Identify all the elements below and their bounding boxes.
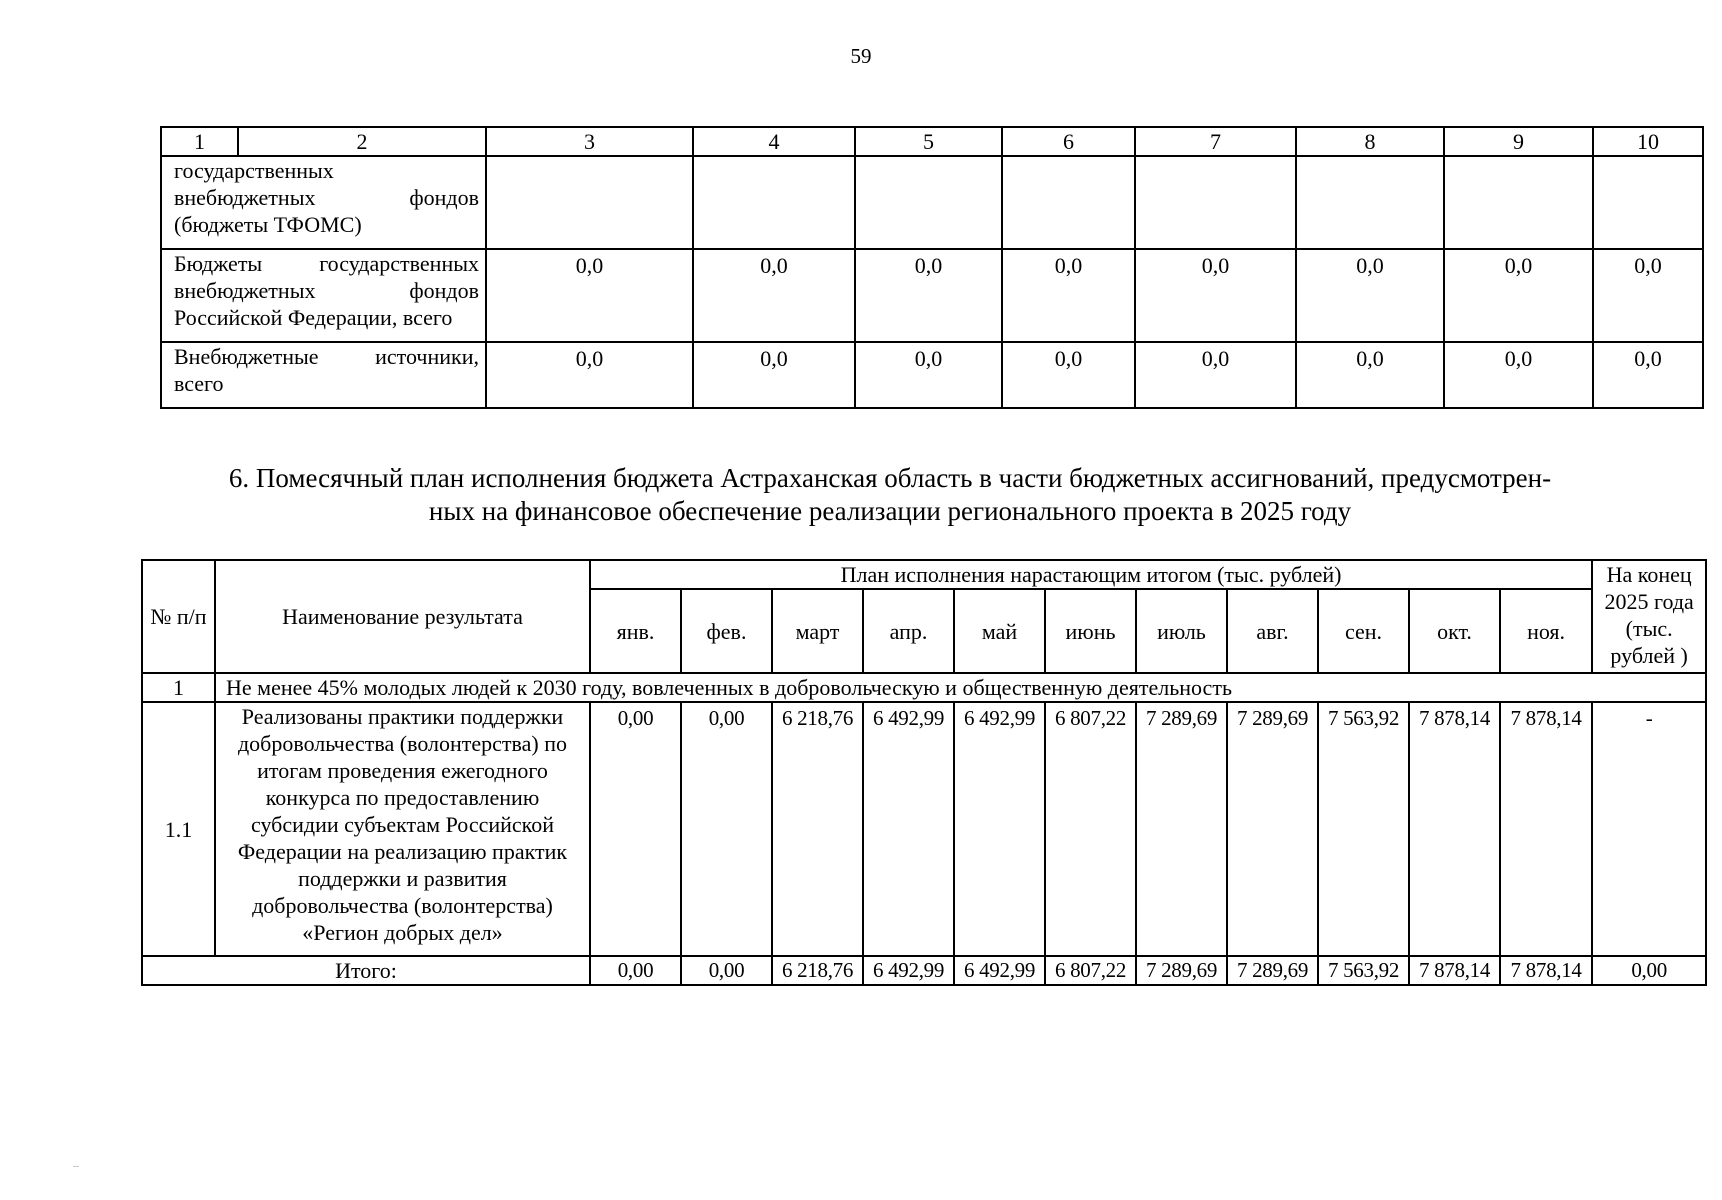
month-value: 7 289,69 (1227, 702, 1318, 956)
month-header: сен. (1318, 589, 1409, 673)
month-header: окт. (1409, 589, 1500, 673)
result-text: Реализованы практики поддержки добровольчества (волонтерства) по итогам проведения ежегодного конкурса по предоставлению субсидии субъектам Российской Федерации на реализацию практик поддержки и развития добровольчества (волонтерства) «Регион добрых дел» (215, 702, 590, 956)
row-label: Внебюджетные источники, всего (161, 342, 486, 408)
column-number: 5 (855, 127, 1002, 156)
month-header: март (772, 589, 863, 673)
total-month-value: 0,00 (681, 956, 772, 985)
cell-value (1002, 156, 1135, 249)
total-year-end-value: 0,00 (1592, 956, 1706, 985)
page-number: 59 (850, 44, 872, 68)
table-row (161, 342, 1703, 408)
total-month-value: 7 878,14 (1500, 956, 1592, 985)
cell-value (1444, 156, 1593, 249)
cell-value: 0,0 (693, 342, 855, 408)
total-label: Итого: (142, 956, 590, 985)
month-header: июль (1136, 589, 1227, 673)
month-header: ноя. (1500, 589, 1592, 673)
cell-value: 0,0 (1444, 249, 1593, 342)
total-row (142, 956, 1706, 985)
header-row (142, 560, 1706, 589)
month-header: авг. (1227, 589, 1318, 673)
cell-value: 0,0 (1593, 249, 1703, 342)
cell-value: 0,0 (1296, 342, 1444, 408)
cell-value: 0,0 (1135, 249, 1296, 342)
column-number: 2 (238, 127, 486, 156)
year-end-value: - (1592, 702, 1706, 956)
column-number: 7 (1135, 127, 1296, 156)
total-month-value: 0,00 (590, 956, 681, 985)
column-number: 1 (161, 127, 238, 156)
result-number: 1.1 (142, 702, 215, 956)
cell-value: 0,0 (1296, 249, 1444, 342)
year-end-header: На конец 2025 года (тыс. рублей ) (1592, 560, 1706, 673)
table-row (161, 249, 1703, 342)
goal-number: 1 (142, 673, 215, 702)
scan-edge-mark (73, 1166, 79, 1167)
month-value: 0,00 (681, 702, 772, 956)
month-value: 6 218,76 (772, 702, 863, 956)
column-number: 9 (1444, 127, 1593, 156)
total-month-value: 6 218,76 (772, 956, 863, 985)
cell-value: 0,0 (1002, 249, 1135, 342)
month-value: 6 492,99 (954, 702, 1045, 956)
cell-value: 0,0 (1135, 342, 1296, 408)
total-month-value: 7 563,92 (1318, 956, 1409, 985)
column-number: 3 (486, 127, 693, 156)
cell-value (855, 156, 1002, 249)
month-value: 0,00 (590, 702, 681, 956)
total-month-value: 7 878,14 (1409, 956, 1500, 985)
cell-value: 0,0 (1444, 342, 1593, 408)
column-number: 4 (693, 127, 855, 156)
result-name-header: Наименование результата (215, 560, 590, 673)
number-header: № п/п (142, 560, 215, 673)
month-value: 7 878,14 (1409, 702, 1500, 956)
column-number: 8 (1296, 127, 1444, 156)
row-label: Бюджеты государственных внебюджетных фондов Российской Федерации, всего (161, 249, 486, 342)
month-value: 7 289,69 (1136, 702, 1227, 956)
month-header: май (954, 589, 1045, 673)
month-header: апр. (863, 589, 954, 673)
cell-value (1135, 156, 1296, 249)
cell-value: 0,0 (486, 249, 693, 342)
month-header: янв. (590, 589, 681, 673)
cell-value (693, 156, 855, 249)
cell-value: 0,0 (693, 249, 855, 342)
total-month-value: 7 289,69 (1227, 956, 1318, 985)
row-label: государственных внебюджетных фондов (бюджеты ТФОМС) (161, 156, 486, 249)
total-month-value: 6 492,99 (954, 956, 1045, 985)
section-title-line: 6. Помесячный план исполнения бюджета Астраханская область в части бюджетных ассигнований, предусмотрен- (228, 463, 1552, 493)
goal-text: Не менее 45% молодых людей к 2030 году, вовлеченных в добровольческую и общественную деятельность (215, 673, 1706, 702)
month-header: июнь (1045, 589, 1136, 673)
month-header: фев. (681, 589, 772, 673)
cell-value: 0,0 (1593, 342, 1703, 408)
total-month-value: 6 807,22 (1045, 956, 1136, 985)
column-number: 10 (1593, 127, 1703, 156)
cell-value: 0,0 (855, 249, 1002, 342)
cell-value (486, 156, 693, 249)
plan-header: План исполнения нарастающим итогом (тыс. рублей) (590, 560, 1592, 589)
total-month-value: 7 289,69 (1136, 956, 1227, 985)
cell-value (1593, 156, 1703, 249)
goal-row (142, 673, 1706, 702)
month-value: 7 563,92 (1318, 702, 1409, 956)
result-row (142, 702, 1706, 956)
month-value: 6 492,99 (863, 702, 954, 956)
column-number: 6 (1002, 127, 1135, 156)
funding-sources-table (160, 126, 1704, 409)
month-value: 6 807,22 (1045, 702, 1136, 956)
table-row (161, 156, 1703, 249)
month-value: 7 878,14 (1500, 702, 1592, 956)
section-title (160, 462, 1620, 528)
total-month-value: 6 492,99 (863, 956, 954, 985)
cell-value (1296, 156, 1444, 249)
cell-value: 0,0 (486, 342, 693, 408)
cell-value: 0,0 (1002, 342, 1135, 408)
section-title-line: ных на финансовое обеспечение реализации регионального проекта в 2025 году (428, 496, 1352, 526)
cell-value: 0,0 (855, 342, 1002, 408)
column-numbers-row (161, 127, 1703, 156)
monthly-plan-table (141, 559, 1707, 986)
